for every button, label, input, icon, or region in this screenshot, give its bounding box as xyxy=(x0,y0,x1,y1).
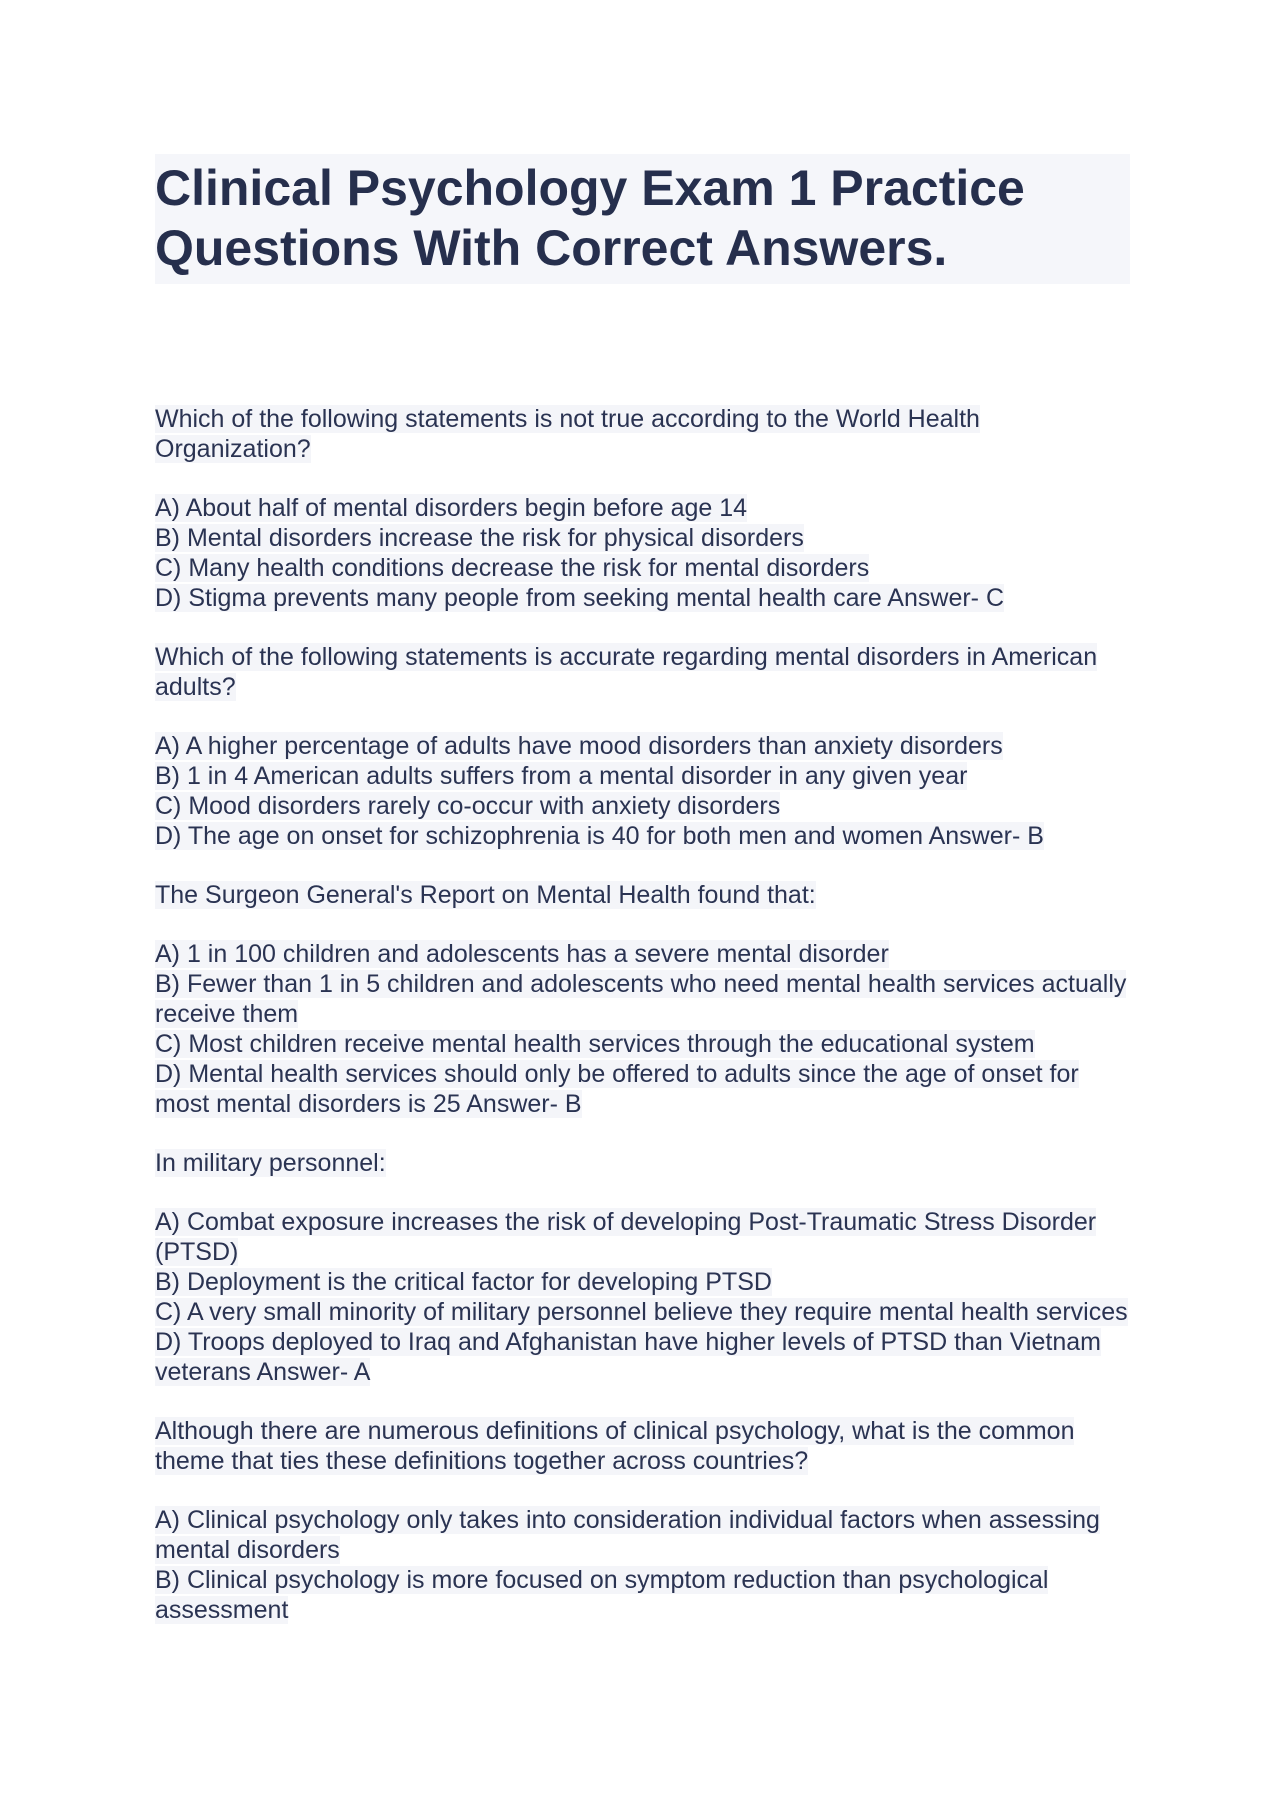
answer-option: A) Clinical psychology only takes into consideration individual factors when assessing mental disorders xyxy=(155,1506,1100,1564)
answer-option: A) A higher percentage of adults have mood disorders than anxiety disorders xyxy=(155,732,1003,760)
question-stem-text: Which of the following statements is accurate regarding mental disorders in American adults? xyxy=(155,643,1098,701)
question-item xyxy=(155,880,1130,1119)
question-stem-text: Which of the following statements is not true according to the World Health Organization? xyxy=(155,405,980,463)
answer-option: C) Mood disorders rarely co-occur with anxiety disorders xyxy=(155,792,781,820)
question-item xyxy=(155,1416,1130,1625)
answer-option: D) Stigma prevents many people from seeking mental health care Answer- C xyxy=(155,584,1004,612)
question-item xyxy=(155,404,1130,613)
question-stem-text: In military personnel: xyxy=(155,1149,386,1177)
answer-options xyxy=(155,493,1130,613)
document-title: Clinical Psychology Exam 1 Practice Questions With Correct Answers. xyxy=(155,160,1025,276)
question-stem xyxy=(155,404,1130,464)
answer-option: B) Mental disorders increase the risk for physical disorders xyxy=(155,524,804,552)
question-item xyxy=(155,1148,1130,1387)
document-page xyxy=(155,154,1130,1654)
answer-options xyxy=(155,1505,1130,1625)
answer-option: C) Most children receive mental health services through the educational system xyxy=(155,1030,1035,1058)
question-stem xyxy=(155,1416,1130,1476)
question-stem-text: Although there are numerous definitions of clinical psychology, what is the common theme that ties these definitions together across countries? xyxy=(155,1417,1075,1475)
answer-options xyxy=(155,1207,1130,1387)
answer-option: A) About half of mental disorders begin before age 14 xyxy=(155,494,748,522)
title-block xyxy=(155,154,1130,284)
answer-option: C) A very small minority of military personnel believe they require mental health services xyxy=(155,1298,1128,1326)
answer-option: A) 1 in 100 children and adolescents has a severe mental disorder xyxy=(155,940,889,968)
question-stem xyxy=(155,1148,1130,1178)
question-stem xyxy=(155,880,1130,910)
answer-option: B) Deployment is the critical factor for developing PTSD xyxy=(155,1268,772,1296)
answer-option: B) Clinical psychology is more focused on symptom reduction than psychological assessment xyxy=(155,1566,1049,1624)
answer-option: B) Fewer than 1 in 5 children and adolescents who need mental health services actually receive them xyxy=(155,970,1127,1028)
answer-option: D) Troops deployed to Iraq and Afghanistan have higher levels of PTSD than Vietnam veterans Answer- A xyxy=(155,1328,1101,1386)
question-stem xyxy=(155,642,1130,702)
answer-option: A) Combat exposure increases the risk of developing Post-Traumatic Stress Disorder (PTSD) xyxy=(155,1208,1097,1266)
question-list xyxy=(155,404,1130,1625)
answer-option: D) The age on onset for schizophrenia is 40 for both men and women Answer- B xyxy=(155,822,1044,850)
answer-options xyxy=(155,939,1130,1119)
answer-option: B) 1 in 4 American adults suffers from a mental disorder in any given year xyxy=(155,762,968,790)
answer-option: C) Many health conditions decrease the risk for mental disorders xyxy=(155,554,870,582)
question-stem-text: The Surgeon General's Report on Mental Health found that: xyxy=(155,881,816,909)
question-item xyxy=(155,642,1130,851)
answer-option: D) Mental health services should only be offered to adults since the age of onset for most mental disorders is 25 Answer- B xyxy=(155,1060,1079,1118)
answer-options xyxy=(155,731,1130,851)
